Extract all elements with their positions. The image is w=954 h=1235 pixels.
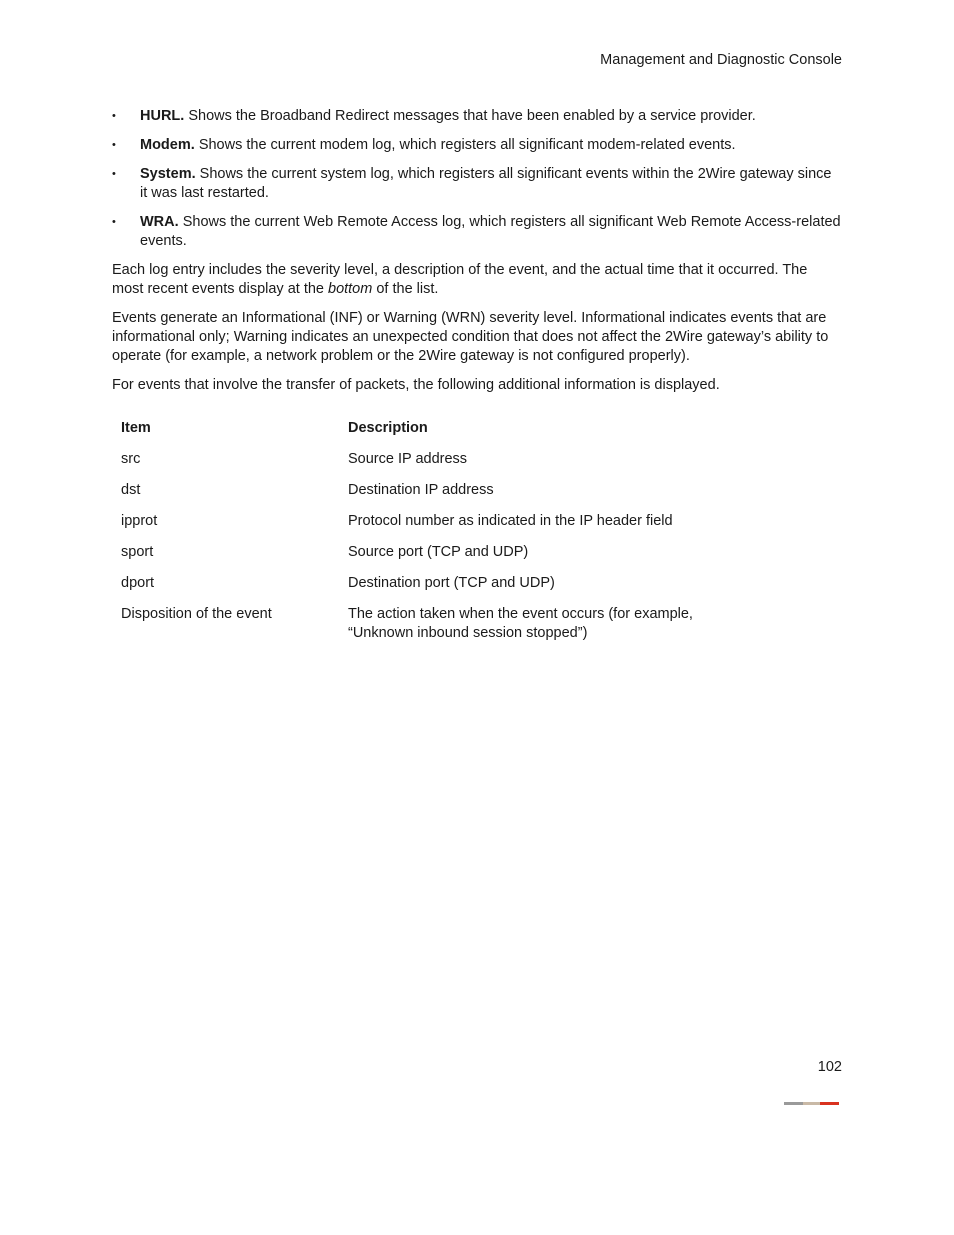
table-cell-description: Protocol number as indicated in the IP header field	[348, 513, 673, 529]
list-item-text: Shows the current system log, which registers all significant events within the 2Wire gateway since it was last restarted.	[140, 166, 832, 201]
bullet-icon: •	[112, 216, 116, 228]
paragraph-text: of the list.	[372, 281, 439, 297]
column-header-item: Item	[121, 420, 151, 436]
table-cell-description: Source port (TCP and UDP)	[348, 544, 529, 560]
table-cell-description: Destination IP address	[348, 482, 494, 498]
table-cell-item: dst	[121, 482, 141, 498]
bullet-icon: •	[112, 110, 116, 122]
table-cell-item: sport	[121, 544, 154, 560]
table-cell-item: dport	[121, 575, 155, 591]
page-content	[112, 107, 842, 655]
footer-color-bar	[784, 1102, 839, 1105]
paragraph-packets: For events that involve the transfer of packets, the following additional information is displayed.	[112, 377, 720, 393]
table-row	[112, 574, 842, 605]
list-item-text: Shows the current modem log, which registers all significant modem-related events.	[198, 137, 736, 153]
paragraph-log-entry	[112, 261, 842, 299]
list-item-text: Shows the Broadband Redirect messages that have been enabled by a service provider.	[188, 108, 756, 124]
table-row	[112, 512, 842, 543]
table-header-row	[112, 419, 842, 450]
paragraph-severity: Events generate an Informational (INF) or Warning (WRN) severity level. Informational indicates events that are informational only; Warning indicates an unexpected condition that does not affect the 2Wire gateway’s ability to operate (for example, a network problem or the 2Wire gateway is not configured properly).	[112, 310, 829, 364]
list-item	[112, 136, 842, 155]
list-item-term: Modem.	[140, 137, 195, 153]
footer-bar-segment-tan	[803, 1102, 820, 1105]
footer-bar-segment-red	[820, 1102, 839, 1105]
table-cell-item: ipprot	[121, 513, 158, 529]
column-header-description: Description	[348, 420, 428, 436]
list-item-text: Shows the current Web Remote Access log, which registers all significant Web Remote Access-related events.	[140, 214, 841, 249]
paragraph-text: Each log entry includes the severity level, a description of the event, and the actual time that it occurred. The most recent events display at the	[112, 262, 808, 297]
table-row	[112, 543, 842, 574]
table-row	[112, 481, 842, 512]
list-item	[112, 213, 842, 251]
table-cell-description: Destination port (TCP and UDP)	[348, 575, 555, 591]
list-item	[112, 165, 842, 203]
list-item-term: System.	[140, 166, 196, 182]
table-row	[112, 605, 842, 655]
footer-bar-segment-gray	[784, 1102, 803, 1105]
table-row	[112, 450, 842, 481]
page-number: 102	[817, 1059, 842, 1075]
bullet-icon: •	[112, 139, 116, 151]
packet-info-table	[112, 419, 842, 655]
running-header: Management and Diagnostic Console	[600, 52, 842, 68]
list-item-term: HURL.	[140, 108, 185, 124]
table-cell-item: Disposition of the event	[121, 606, 272, 622]
table-cell-description: The action taken when the event occurs (for example, “Unknown inbound session stopped”)	[348, 606, 693, 641]
table-cell-description: Source IP address	[348, 451, 468, 467]
list-item-term: WRA.	[140, 214, 179, 230]
emphasis-text: bottom	[328, 281, 373, 297]
bullet-icon: •	[112, 168, 116, 180]
table-cell-item: src	[121, 451, 141, 467]
log-type-list	[112, 107, 842, 251]
list-item	[112, 107, 842, 126]
